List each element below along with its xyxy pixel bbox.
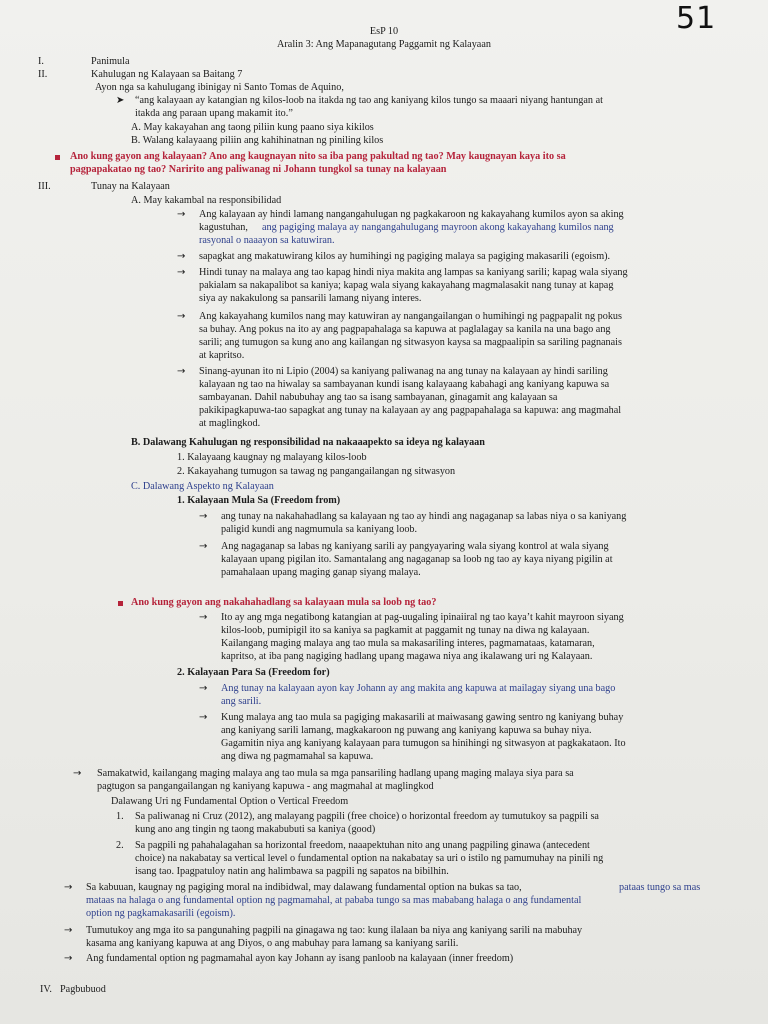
- arrow-icon: →: [177, 251, 186, 262]
- point-text: pamahalaan upang maging ganap siyang malaya.: [221, 567, 421, 578]
- point-text: Ang fundamental option ng pagmamahal ayon kay Johann ay isang panloob na kalayaan (inner freedom): [86, 953, 514, 964]
- quote-line: itakda ang paraan upang makamit ito.”: [135, 108, 293, 119]
- point-text: siya ay nakakulong sa pansarili lamang niyang interes.: [199, 293, 422, 304]
- item-b: B. Walang kalayaang piliin ang kahihinatnan ng piniling kilos: [131, 135, 384, 146]
- list-text: isang tao. Ipagpatuloy natin ang halimbawa sa pagpili ng sapatos na bibilhin.: [135, 866, 449, 877]
- subsection-c-title: C. Dalawang Aspekto ng Kalayaan: [131, 481, 274, 492]
- red-bullet-icon: [55, 155, 60, 160]
- list-item: 2. Kakayahang tumugon sa tawag ng pangangailangan ng sitwasyon: [177, 466, 456, 477]
- arrow-icon: →: [177, 311, 186, 322]
- pointer-icon: ➤: [116, 95, 125, 106]
- section-i-number: I.: [38, 56, 44, 67]
- point-text: sa buhay. Ang pokus na ito ay ang pagpapahalaga sa kapuwa at paglalagay sa kanila na una bago ang: [199, 324, 611, 335]
- point-text: sambayanan. Dahil nabubuhay ang tao sa isang sambayanan, ginagamit ang kalayaan sa: [199, 392, 558, 403]
- point-text: paligid kundi ang nagmumula sa kaniyang loob.: [221, 524, 418, 535]
- point-text: Ang nagaganap sa labas ng kaniyang sarili ay pangyayaring wala siyang kontrol at wala siyang: [221, 541, 609, 552]
- point-text: sapagkat ang makatuwirang kilos ay humihingi ng pagiging malaya sa pagiging makasarili (egoism).: [199, 251, 611, 262]
- arrow-icon: →: [199, 511, 208, 522]
- point-text: ang diwa ng pagmamahal sa kapuwa.: [221, 751, 374, 762]
- arrow-icon: →: [177, 267, 186, 278]
- section-ii-number: II.: [38, 69, 48, 80]
- highlighted-text: ang sarili.: [221, 696, 262, 707]
- highlighted-text: Ang tunay na kalayaan ayon kay Johann ay ang makita ang kapuwa at mailagay siyang una bago: [221, 683, 616, 694]
- freedom-from-title: 1. Kalayaan Mula Sa (Freedom from): [177, 495, 341, 506]
- arrow-icon: →: [64, 882, 73, 893]
- arrow-icon: →: [64, 953, 73, 964]
- list-text: choice) na nakabatay sa vertical level o fundamental option na nakabatay sa uri o istilo ng pamumuhay na pinili ng: [135, 853, 604, 864]
- point-text: kilos-loob, pumipigil ito sa kaniya sa pagkamit at paggamit ng tunay na diwa ng kalayaan.: [221, 625, 590, 636]
- guiding-question: Ano kung gayon ang kalayaan? Ano ang kaugnayan nito sa iba pang pakultad ng tao? May kaugnayan kaya ito sa: [70, 151, 566, 162]
- point-text: pakialam sa nakapalibot sa kaniya; kapag wala siyang kakayahang magmalasakit nang tunay at kapag: [199, 280, 614, 291]
- item-a: A. May kakayahan ang taong piliin kung paano siya kikilos: [131, 122, 374, 133]
- red-bullet-icon: [118, 601, 123, 606]
- highlighted-text: option ng pagkamakasarili (egoism).: [86, 908, 236, 919]
- point-text: kalayaan ng tao na hiwalay sa sambayanan kundi isang kalayaang kabahagi ang kaniyang kapuwa sa: [199, 379, 610, 390]
- point-text: Tumutukoy ang mga ito sa pangunahing pagpili na ginagawa ng tao: kung ilalaan ba niya ang kaniyang sarili na mabuhay: [86, 925, 583, 936]
- subsection-b-title: B. Dalawang Kahulugan ng responsibilidad na nakaaapekto sa ideya ng kalayaan: [131, 437, 485, 448]
- point-text: Kailangang maging malaya ang tao mula sa makasariling interes, pagmamataas, katamaran,: [221, 638, 595, 649]
- arrow-icon: →: [199, 683, 208, 694]
- section-iv-number: IV.: [40, 984, 52, 995]
- freedom-for-title: 2. Kalayaan Para Sa (Freedom for): [177, 667, 330, 678]
- arrow-icon: →: [73, 768, 82, 779]
- arrow-icon: →: [177, 209, 186, 220]
- point-text: Gagamitin niya ang kaniyang kalayaan para tumugon sa hinihingi ng sitwasyon at pagkakataon. Ito: [221, 738, 626, 749]
- list-text: Sa paliwanag ni Cruz (2012), ang malayang pagpili (free choice) o horizontal freedom ay tumutukoy sa pagpili sa: [135, 811, 599, 822]
- guiding-question: pagpapakatao ng tao? Naririto ang paliwanag ni Johann tungkol sa tunay na kalayaan: [70, 164, 447, 175]
- arrow-icon: →: [177, 366, 186, 377]
- highlighted-text: rasyonal o naaayon sa katuwiran.: [199, 235, 335, 246]
- list-text: Sa pagpili ng pahahalagahan sa horizontal freedom, naaapektuhan nito ang unang pagpiling ginawa (antecedent: [135, 840, 590, 851]
- point-text: sarili; ang tumugon sa kung ano ang kailangan ng sitwasyon kaysa sa magpaalipin sa sariling pagnanais: [199, 337, 622, 348]
- list-item: 1. Kalayaang kaugnay ng malayang kilos-loob: [177, 452, 367, 463]
- hindrance-question: Ano kung gayon ang nakahahadlang sa kalayaan mula sa loob ng tao?: [131, 597, 437, 608]
- point-text: kapritso, at iba pang nagiging hadlang upang magawa niya ang ikalawang uri ng Kalayaan.: [221, 651, 593, 662]
- point-text: kagustuhan,: [199, 222, 248, 233]
- arrow-icon: →: [199, 541, 208, 552]
- point-text: kalayaan upang pigilan ito. Samantalang ang nagaganap sa loob ng tao ay kaya niyang pigilin at: [221, 554, 613, 565]
- section-i-title: Panimula: [91, 56, 130, 67]
- page-number: 51: [676, 1, 717, 36]
- point-text: Sinang-ayunan ito ni Lipio (2004) sa kaniyang paliwanag na ang tunay na kalayaan ay hindi sariling: [199, 366, 608, 377]
- point-text: Ang kalayaan ay hindi lamang nangangahulugan ng pagkakaroon ng kakayahang kumilos ayon sa aking: [199, 209, 624, 220]
- section-iii-title: Tunay na Kalayaan: [91, 181, 170, 192]
- summary-text: Samakatwid, kailangang maging malaya ang tao mula sa mga pansariling hadlang upang maging malaya siya para sa: [97, 768, 574, 779]
- list-number: 1.: [116, 811, 124, 822]
- list-number: 2.: [116, 840, 124, 851]
- point-text: Hindi tunay na malaya ang tao kapag hindi niya makita ang lampas sa kaniyang sarili; kapag wala siyang: [199, 267, 628, 278]
- section-iv-title: Pagbubuod: [60, 984, 106, 995]
- list-text: kung ano ang tingin ng taong makabubuti sa kaniya (good): [135, 824, 376, 835]
- point-text: Ito ay ang mga negatibong katangian at pag-uugaling ipinaiiral ng tao kaya’t kahit mayroon siyang: [221, 612, 624, 623]
- point-text: ang kaniyang sarili lamang, magkakaroon ng puwang ang kaniyang kapuwa sa buhay niya.: [221, 725, 592, 736]
- point-text: Kung malaya ang tao mula sa pagiging makasarili at maiwasang gawing sentro ng kaniyang buhay: [221, 712, 624, 723]
- point-text: at maglingkod.: [199, 418, 261, 429]
- subsection-a-title: A. May kakambal na responsibilidad: [131, 195, 282, 206]
- point-text: ang tunay na nakahahadlang sa kalayaan ng tao ay hindi ang nagaganap sa labas niya o sa kaniyang: [221, 511, 627, 522]
- section-ii-title: Kahulugan ng Kalayaan sa Baitang 7: [91, 69, 243, 80]
- point-text: Sa kabuuan, kaugnay ng pagiging moral na indibidwal, may dalawang fundamental option na bukas sa tao,: [86, 882, 522, 893]
- arrow-icon: →: [199, 712, 208, 723]
- quote-line: “ang kalayaan ay katangian ng kilos-loob na itakda ng tao ang kaniyang kilos tungo sa maaari niyang hantungan at: [135, 95, 603, 106]
- aquinas-intro: Ayon nga sa kahulugang ibinigay ni Santo Tomas de Aquino,: [95, 82, 344, 93]
- point-text: Ang kakayahang kumilos nang may katuwiran ay nangangailangan o humihingi ng pagpapalit ng pokus: [199, 311, 622, 322]
- highlighted-text: mataas na halaga o ang fundamental option ng pagmamahal, at pababa tungo sa mas mababang halaga o ang fundamental: [86, 895, 582, 906]
- arrow-icon: →: [64, 925, 73, 936]
- arrow-icon: →: [199, 612, 208, 623]
- highlighted-text: pataas tungo sa mas: [619, 882, 701, 893]
- fundamental-option-title: Dalawang Uri ng Fundamental Option o Vertical Freedom: [111, 796, 349, 807]
- point-text: kasama ang kaniyang kapuwa at ang Diyos, o ang mabuhay para lamang sa kaniyang sarili.: [86, 938, 459, 949]
- point-text: at kapritso.: [199, 350, 245, 361]
- section-iii-number: III.: [38, 181, 51, 192]
- highlighted-text: ang pagiging malaya ay nangangahulugang mayroon akong kakayahang kumilos nang: [262, 222, 614, 233]
- lesson-title: Aralin 3: Ang Mapanagutang Paggamit ng Kalayaan: [277, 39, 491, 50]
- point-text: pakikipagkapuwa-tao sapagkat ang tunay na kalayaan ay ang pagpapahalaga sa kapuwa: ang magmahal: [199, 405, 622, 416]
- summary-text: pagtugon sa pangangailangan ng kaniyang kapuwa - ang magmahal at maglingkod: [97, 781, 434, 792]
- subject-header: EsP 10: [369, 26, 399, 37]
